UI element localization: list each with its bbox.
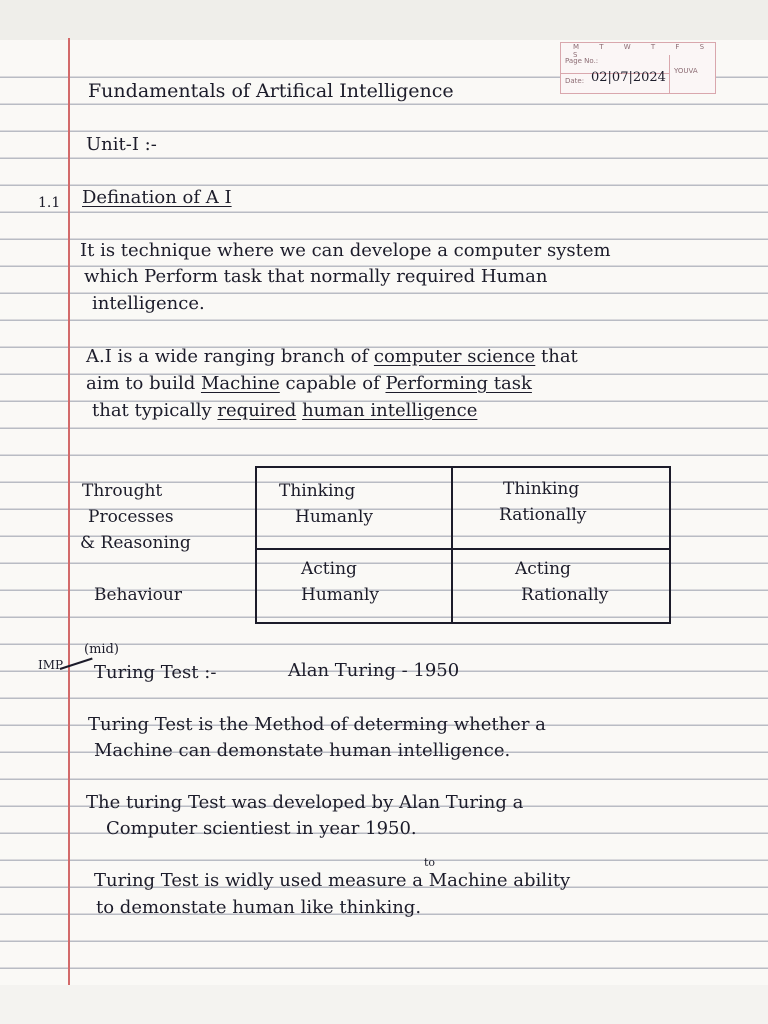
row-label-behaviour: Behaviour [94,585,182,605]
definition-line-2: which Perform task that normally required Human [84,266,548,287]
ai-branch-line-2 [86,373,532,395]
margin-line [68,38,70,988]
date-value: 02|07|2024 [591,70,666,85]
turing-def-line-1: Turing Test is the Method of determing whether a [88,714,546,735]
text-span: A.I is a wide ranging branch of [86,346,374,367]
date-box [560,42,716,94]
ai-branch-line-3 [92,400,477,422]
computer-science-term: computer science [373,346,536,367]
section-number: 1.1 [38,195,61,211]
imp-mark: IMP [38,658,64,672]
page-bottom-edge [0,985,768,1024]
text-span: that typically [92,400,218,421]
date-box-divider-vertical [669,55,670,93]
performing-task-term: Performing task [385,373,532,394]
cell-line: Rationally [499,505,587,525]
cell-acting-humanly [301,556,379,608]
machine-term: Machine [200,373,280,394]
inserted-word-to: to [424,856,436,869]
cell-line: Thinking [503,479,580,499]
definition-line-1: It is technique where we can develope a computer system [80,240,611,261]
row-label-thought-3: & Reasoning [80,533,191,553]
turing-test-author: Alan Turing - 1950 [288,660,460,681]
date-label: Date: [565,77,585,85]
turing-def-line-2: Machine can demonstate human intelligence. [94,740,511,761]
cell-line: Humanly [301,585,380,605]
cell-acting-rationally [515,556,608,608]
page-top-edge [0,0,768,40]
section-title: Defination of A I [82,187,232,208]
table-divider-horizontal [257,548,669,550]
turing-history-line-2: Computer scientiest in year 1950. [106,818,417,839]
human-intelligence-term: human intelligence [302,400,478,421]
page-number-label: Page No.: [565,57,599,65]
cell-line: Rationally [521,585,609,605]
ai-approaches-table [255,466,671,624]
unit-heading: Unit-I :- [86,134,157,155]
arrow-icon [60,658,93,670]
weekday-letters: M T W T F S S [573,43,714,59]
ai-branch-line-1 [86,346,578,368]
page-title: Fundamentals of Artifical Intelligence [88,80,454,102]
text-span: aim to build [86,373,201,394]
turing-usage-line-1: Turing Test is widly used measure a Machine ability [94,870,571,891]
row-label-thought-1: Throught [82,481,163,501]
cell-line: Thinking [279,481,356,501]
brand-logo: YOUVA [674,67,698,75]
turing-test-heading: Turing Test :- [94,662,217,683]
cell-line: Acting [515,559,571,579]
table-divider-vertical [451,468,453,622]
cell-line: Humanly [295,507,374,527]
cell-thinking-humanly [279,478,373,530]
row-label-thought-2: Processes [88,507,174,527]
turing-usage-line-2: to demonstate human like thinking. [96,897,422,918]
turing-history-line-1: The turing Test was developed by Alan Turing a [86,792,524,813]
cell-thinking-rationally [499,476,587,528]
required-term: required [217,400,297,421]
text-span: capable of [279,373,386,394]
mid-mark: (mid) [84,642,119,657]
definition-line-3: intelligence. [92,293,205,314]
cell-line: Acting [301,559,357,579]
text-span: that [535,346,578,367]
